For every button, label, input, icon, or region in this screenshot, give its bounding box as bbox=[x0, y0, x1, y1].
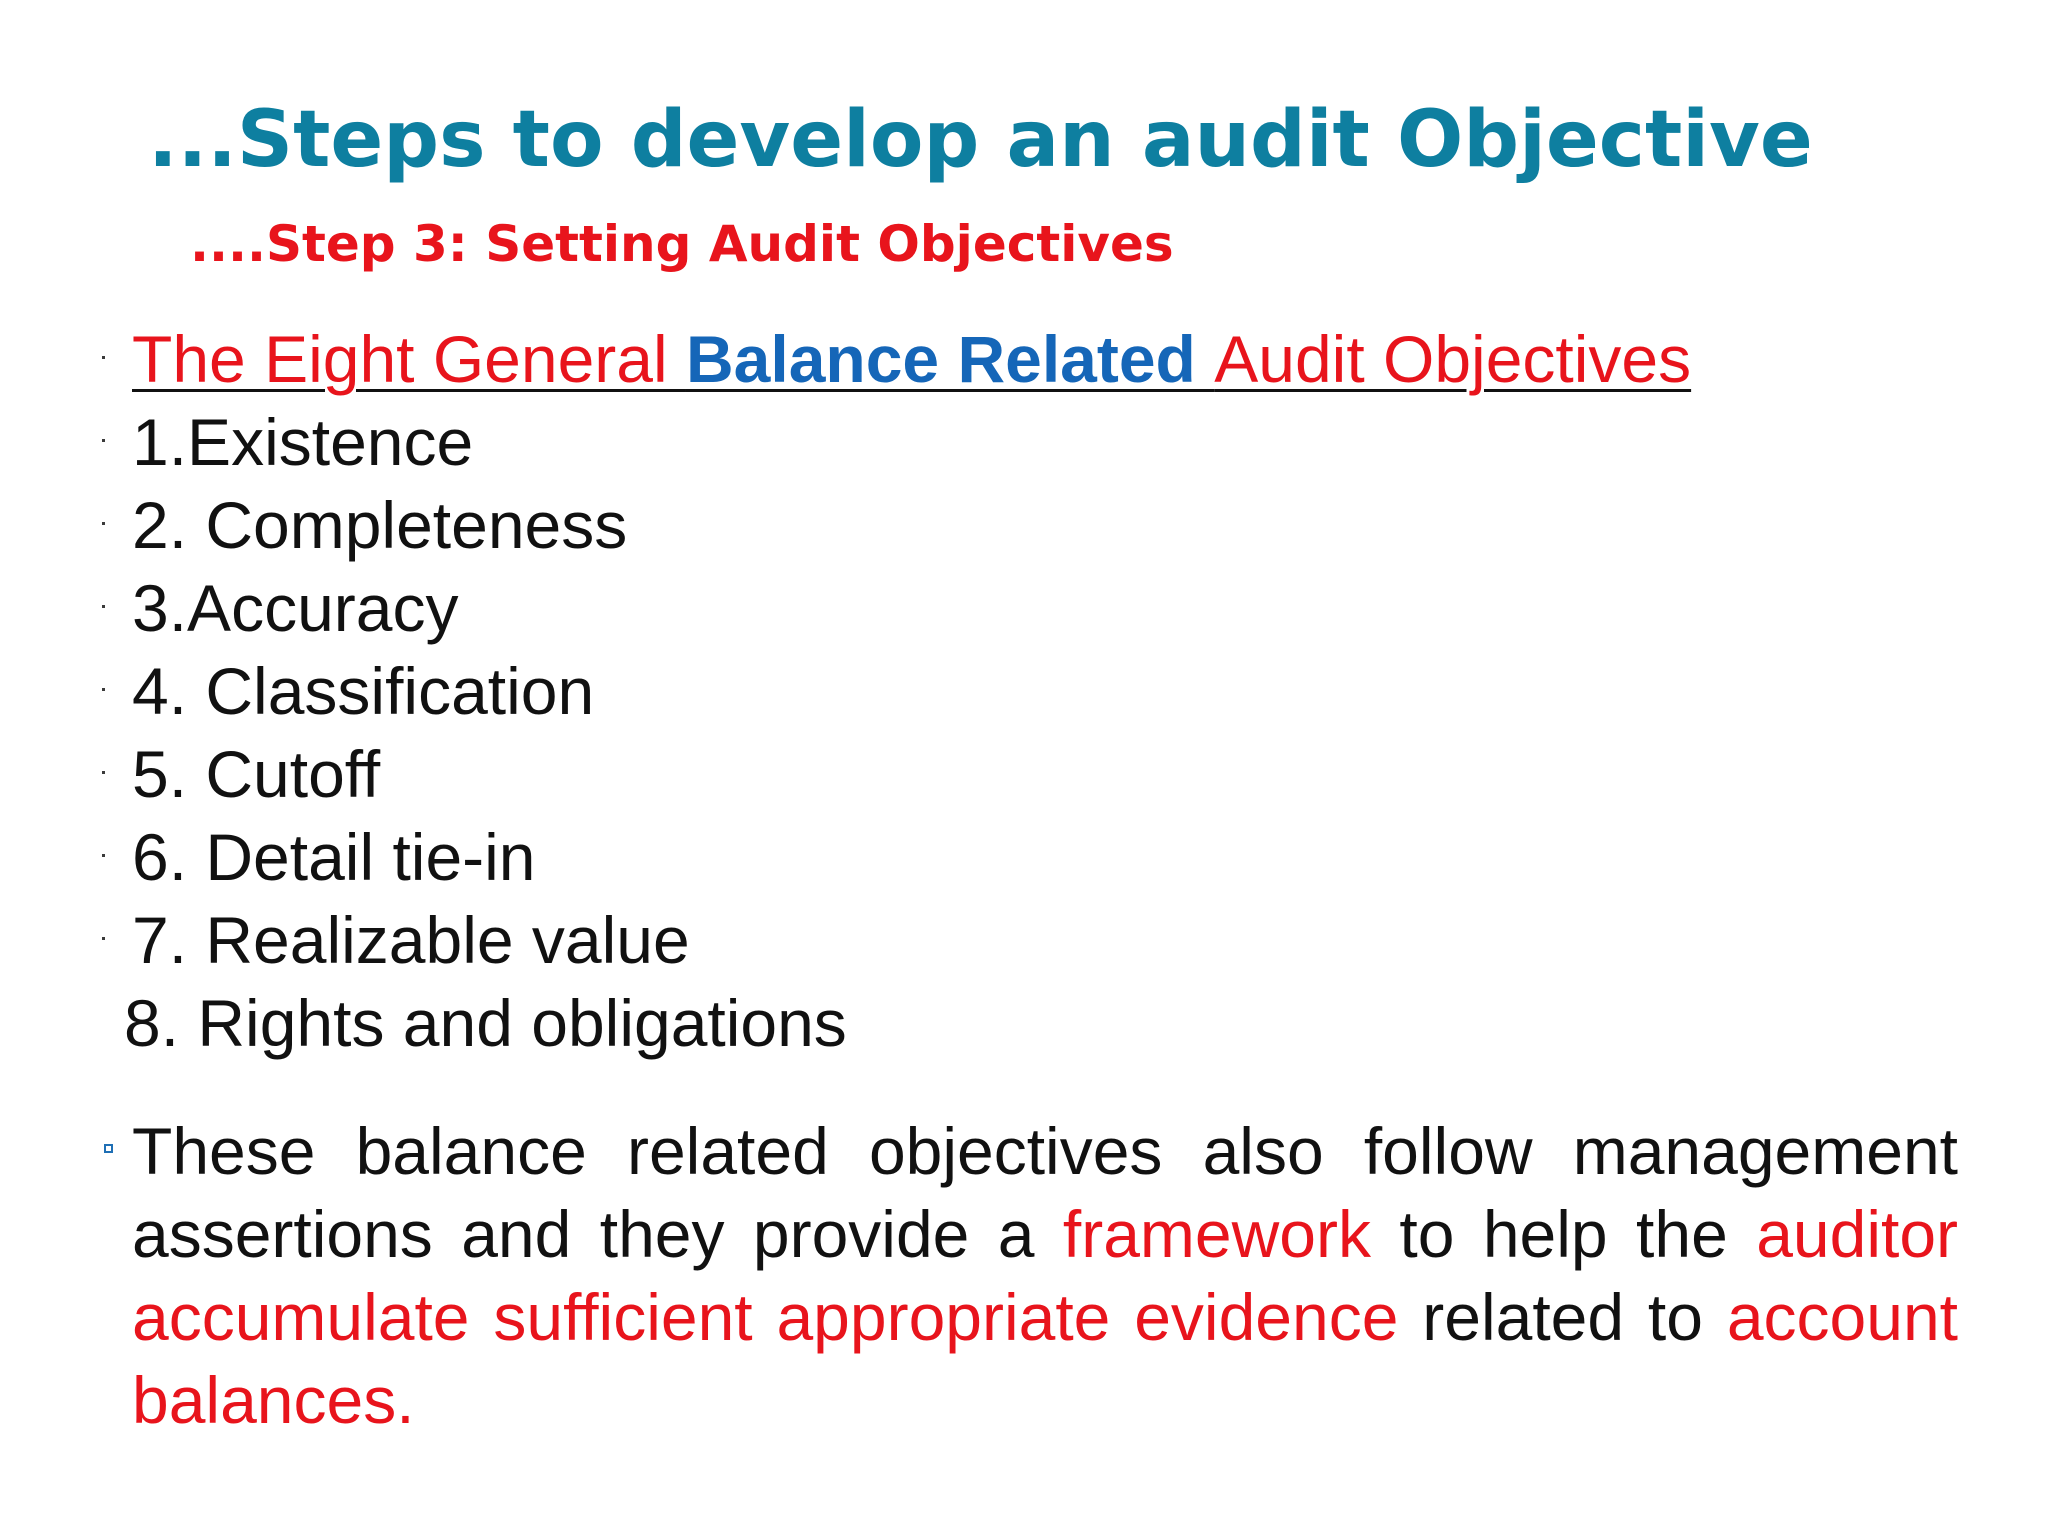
list-item-text: 3.Accuracy bbox=[132, 571, 459, 645]
list-item-text: 2. Completeness bbox=[132, 488, 628, 562]
paragraph-segment: These balance related objectives also follow management assertions and they provide a bbox=[132, 1114, 1958, 1271]
paragraph-segment: to help the bbox=[1370, 1197, 1757, 1271]
list-item-text: 5. Cutoff bbox=[132, 737, 381, 811]
paragraph-highlight-framework: framework bbox=[1062, 1197, 1371, 1271]
list-item-text: 8. Rights and obligations bbox=[124, 986, 847, 1060]
slide-title: ...Steps to develop an audit Objective bbox=[148, 95, 1813, 185]
bullet-dot-icon bbox=[102, 937, 105, 940]
paragraph-highlight-evidence: auditor accumulate sufficient appropriate evidence bbox=[132, 1197, 1959, 1354]
bullet-dot-icon bbox=[102, 854, 105, 857]
summary-paragraph bbox=[132, 1110, 1958, 1442]
bullet-dot-icon bbox=[102, 522, 105, 525]
square-bullet-icon bbox=[104, 1144, 113, 1153]
bullet-dot-icon bbox=[102, 688, 105, 691]
list-item-text: 7. Realizable value bbox=[132, 903, 690, 977]
list-heading-part-balance-related: Balance Related bbox=[685, 322, 1215, 396]
list-item-text: 4. Classification bbox=[132, 654, 595, 728]
paragraph-highlight-account-balances: account balances. bbox=[132, 1280, 1958, 1437]
list-heading-part-audit-objectives: Audit Objectives bbox=[1214, 322, 1692, 396]
paragraph-segment: related to bbox=[1398, 1280, 1727, 1354]
list-item-text: 6. Detail tie-in bbox=[132, 820, 536, 894]
list-heading-part-general: The Eight General bbox=[132, 322, 686, 396]
bullet-dot-icon bbox=[102, 605, 105, 608]
slide-subtitle: ....Step 3: Setting Audit Objectives bbox=[190, 215, 1174, 273]
bullet-dot-icon bbox=[102, 356, 105, 359]
list-heading-text bbox=[132, 318, 1691, 401]
bullet-dot-icon bbox=[102, 771, 105, 774]
list-item-text: 1.Existence bbox=[132, 405, 474, 479]
bullet-dot-icon bbox=[102, 439, 105, 442]
